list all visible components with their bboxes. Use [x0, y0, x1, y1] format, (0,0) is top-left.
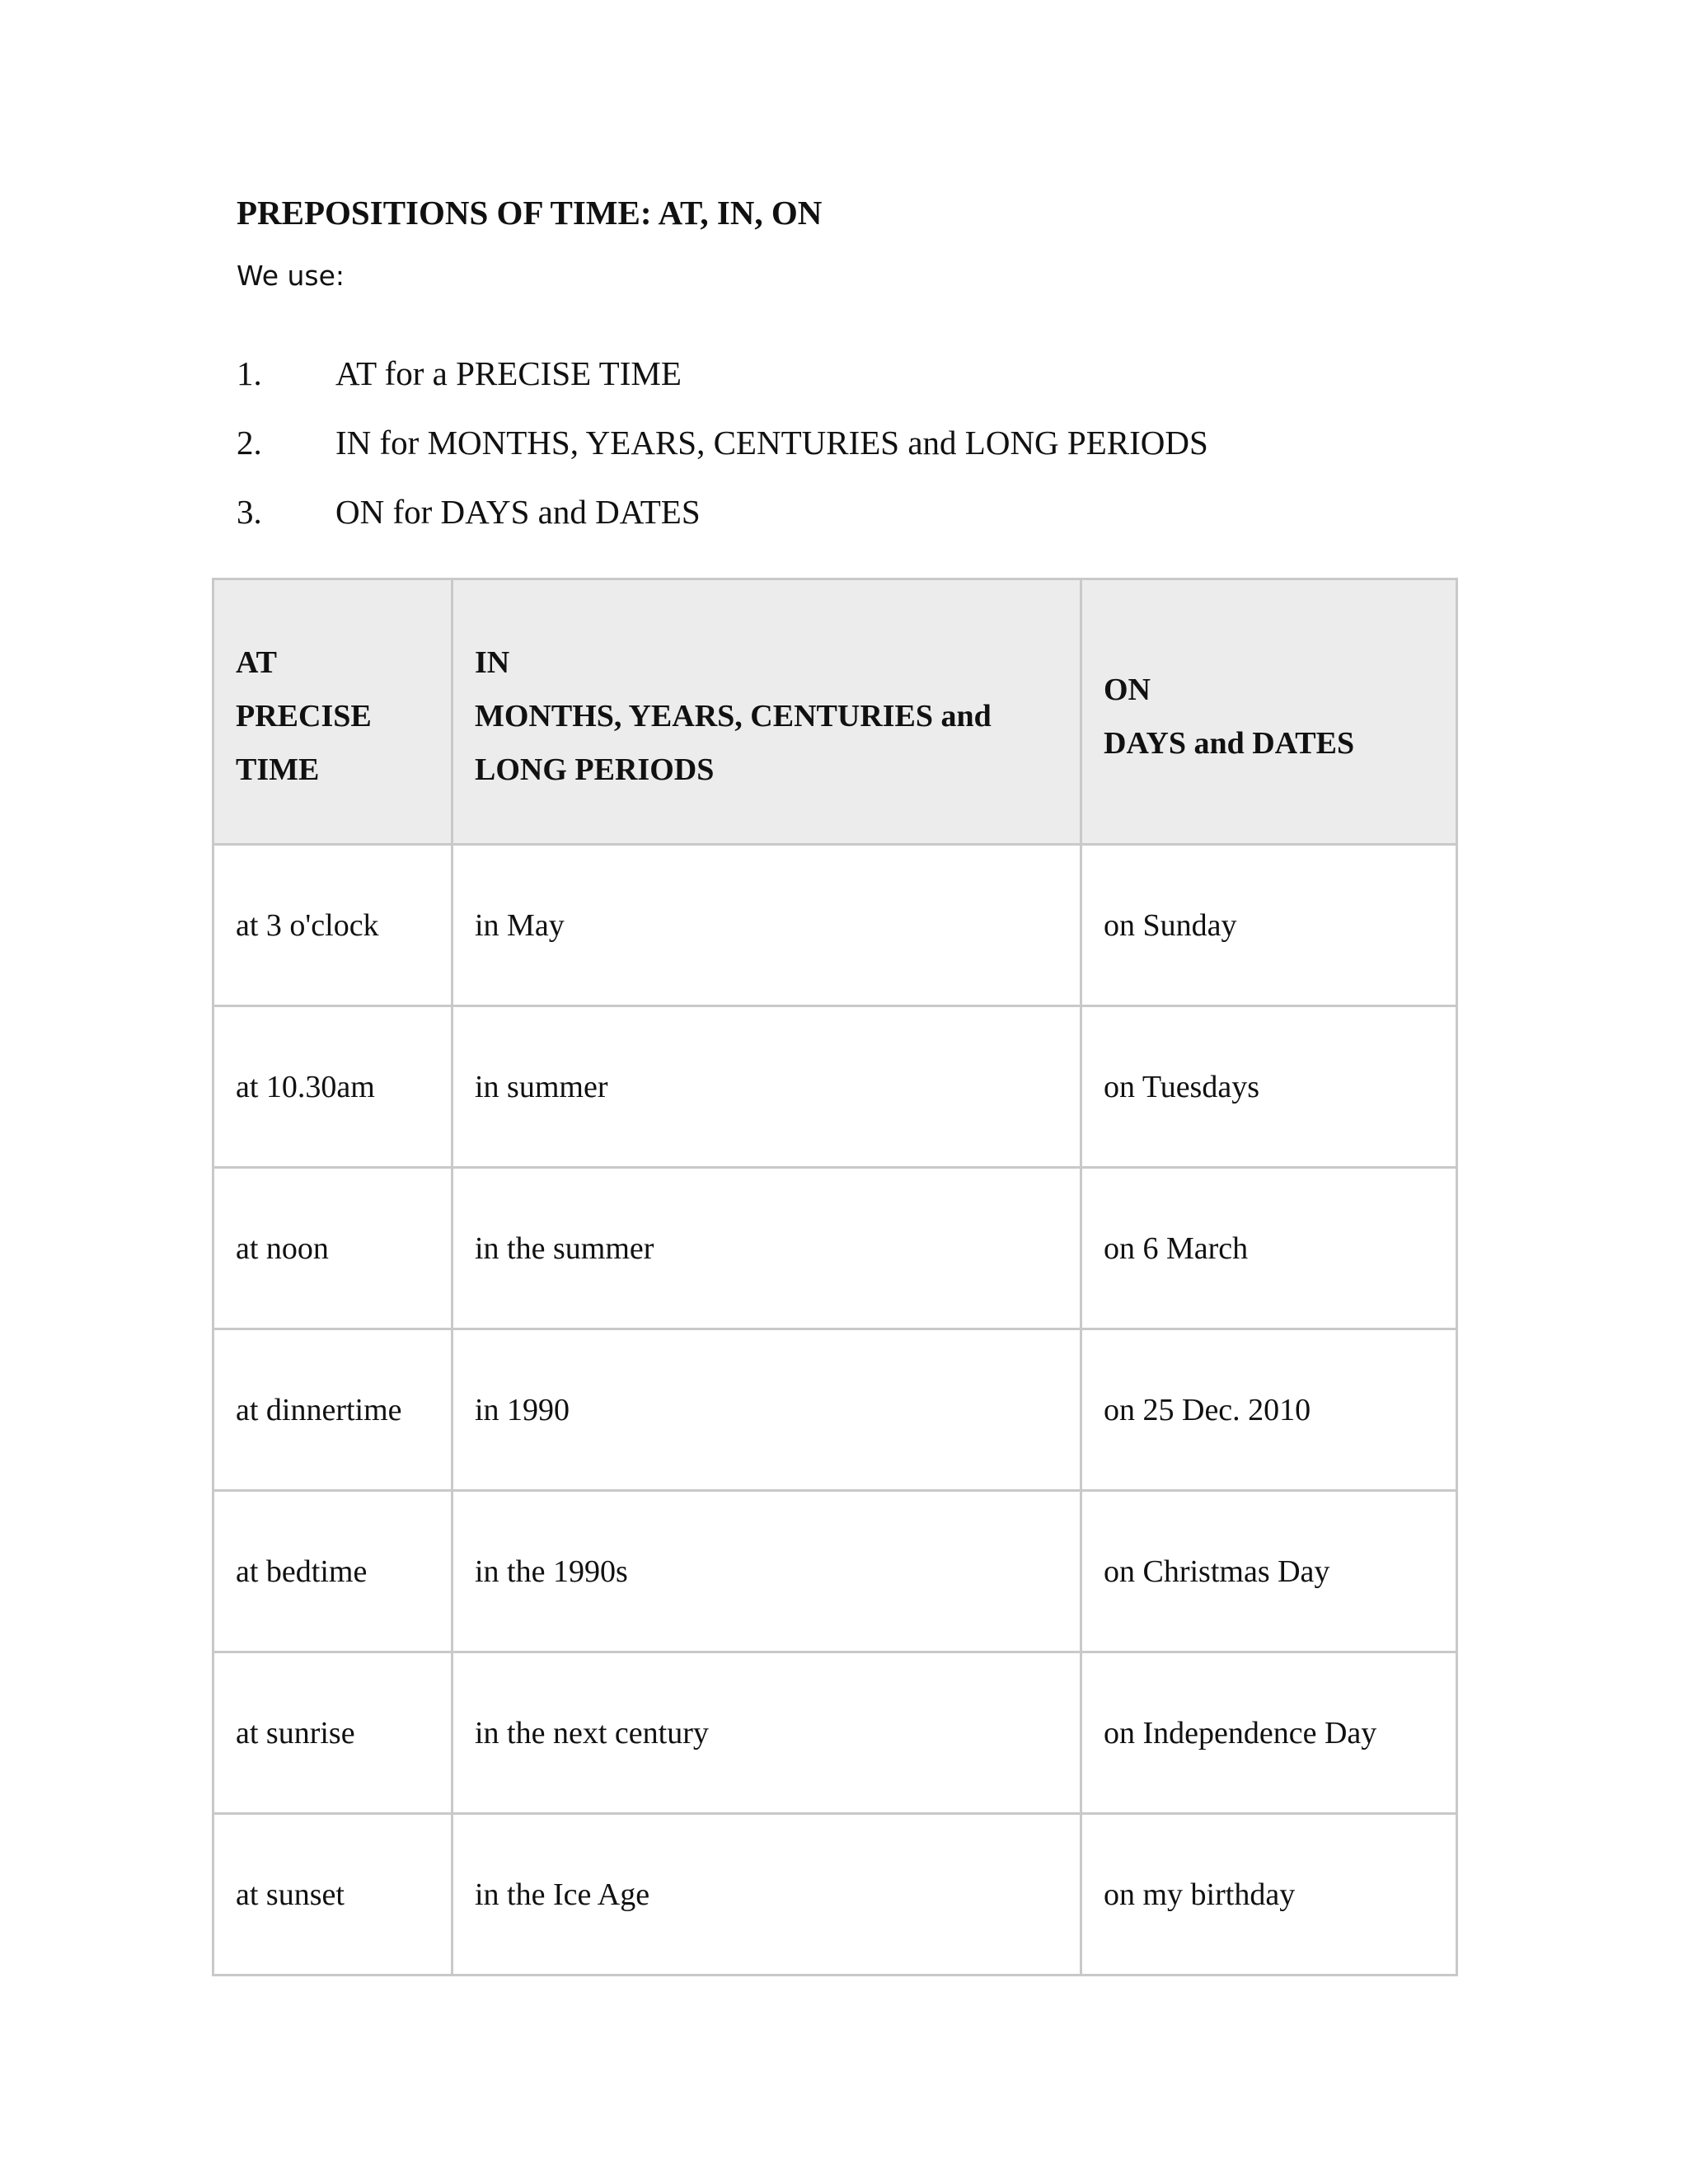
rule-item	[237, 489, 1208, 558]
rule-number: 2.	[237, 424, 262, 462]
table-cell: in the summer	[452, 1168, 1081, 1329]
table-cell: on 25 Dec. 2010	[1081, 1329, 1457, 1491]
header-on	[1081, 579, 1457, 845]
rule-text: AT for a PRECISE TIME	[335, 354, 682, 392]
table-cell: in May	[452, 845, 1081, 1006]
table-cell: on Tuesdays	[1081, 1006, 1457, 1168]
table-cell: on my birthday	[1081, 1814, 1457, 1975]
header-line: LONG PERIODS	[475, 752, 715, 787]
rule-number: 3.	[237, 493, 262, 531]
table-row	[213, 1814, 1457, 1975]
table-cell: on Sunday	[1081, 845, 1457, 1006]
table-cell: in 1990	[452, 1329, 1081, 1491]
header-in	[452, 579, 1081, 845]
rule-item	[237, 419, 1208, 489]
table-row	[213, 1329, 1457, 1491]
table-cell: at bedtime	[213, 1491, 452, 1652]
table-cell: on 6 March	[1081, 1168, 1457, 1329]
rule-number: 1.	[237, 354, 262, 392]
rule-item	[237, 350, 1208, 419]
intro-text: We use:	[237, 260, 345, 292]
table-cell: in the Ice Age	[452, 1814, 1081, 1975]
table-cell: on Christmas Day	[1081, 1491, 1457, 1652]
header-line: PRECISE	[236, 699, 372, 733]
header-line: TIME	[236, 752, 320, 787]
table-cell: at noon	[213, 1168, 452, 1329]
header-line: ON	[1104, 672, 1151, 707]
prepositions-table	[212, 578, 1458, 1976]
table-cell: in the next century	[452, 1652, 1081, 1814]
table-row	[213, 845, 1457, 1006]
page-title: PREPOSITIONS OF TIME: AT, IN, ON	[237, 194, 823, 232]
header-line: AT	[236, 645, 277, 680]
header-at	[213, 579, 452, 845]
rules-list	[237, 350, 1208, 558]
table-row	[213, 1491, 1457, 1652]
header-line: MONTHS, YEARS, CENTURIES and	[475, 699, 992, 733]
table-row	[213, 1006, 1457, 1168]
rule-text: ON for DAYS and DATES	[335, 493, 701, 531]
table-row	[213, 1652, 1457, 1814]
table-cell: at sunrise	[213, 1652, 452, 1814]
table-cell: at 10.30am	[213, 1006, 452, 1168]
table-header-row	[213, 579, 1457, 845]
table-cell: at 3 o'clock	[213, 845, 452, 1006]
table-row	[213, 1168, 1457, 1329]
header-line: IN	[475, 645, 510, 680]
rule-text: IN for MONTHS, YEARS, CENTURIES and LONG PERIODS	[335, 424, 1208, 462]
header-line: DAYS and DATES	[1104, 725, 1355, 761]
table-cell: at sunset	[213, 1814, 452, 1975]
table-cell: in the 1990s	[452, 1491, 1081, 1652]
table-cell: on Independence Day	[1081, 1652, 1457, 1814]
table-cell: in summer	[452, 1006, 1081, 1168]
table-cell: at dinnertime	[213, 1329, 452, 1491]
